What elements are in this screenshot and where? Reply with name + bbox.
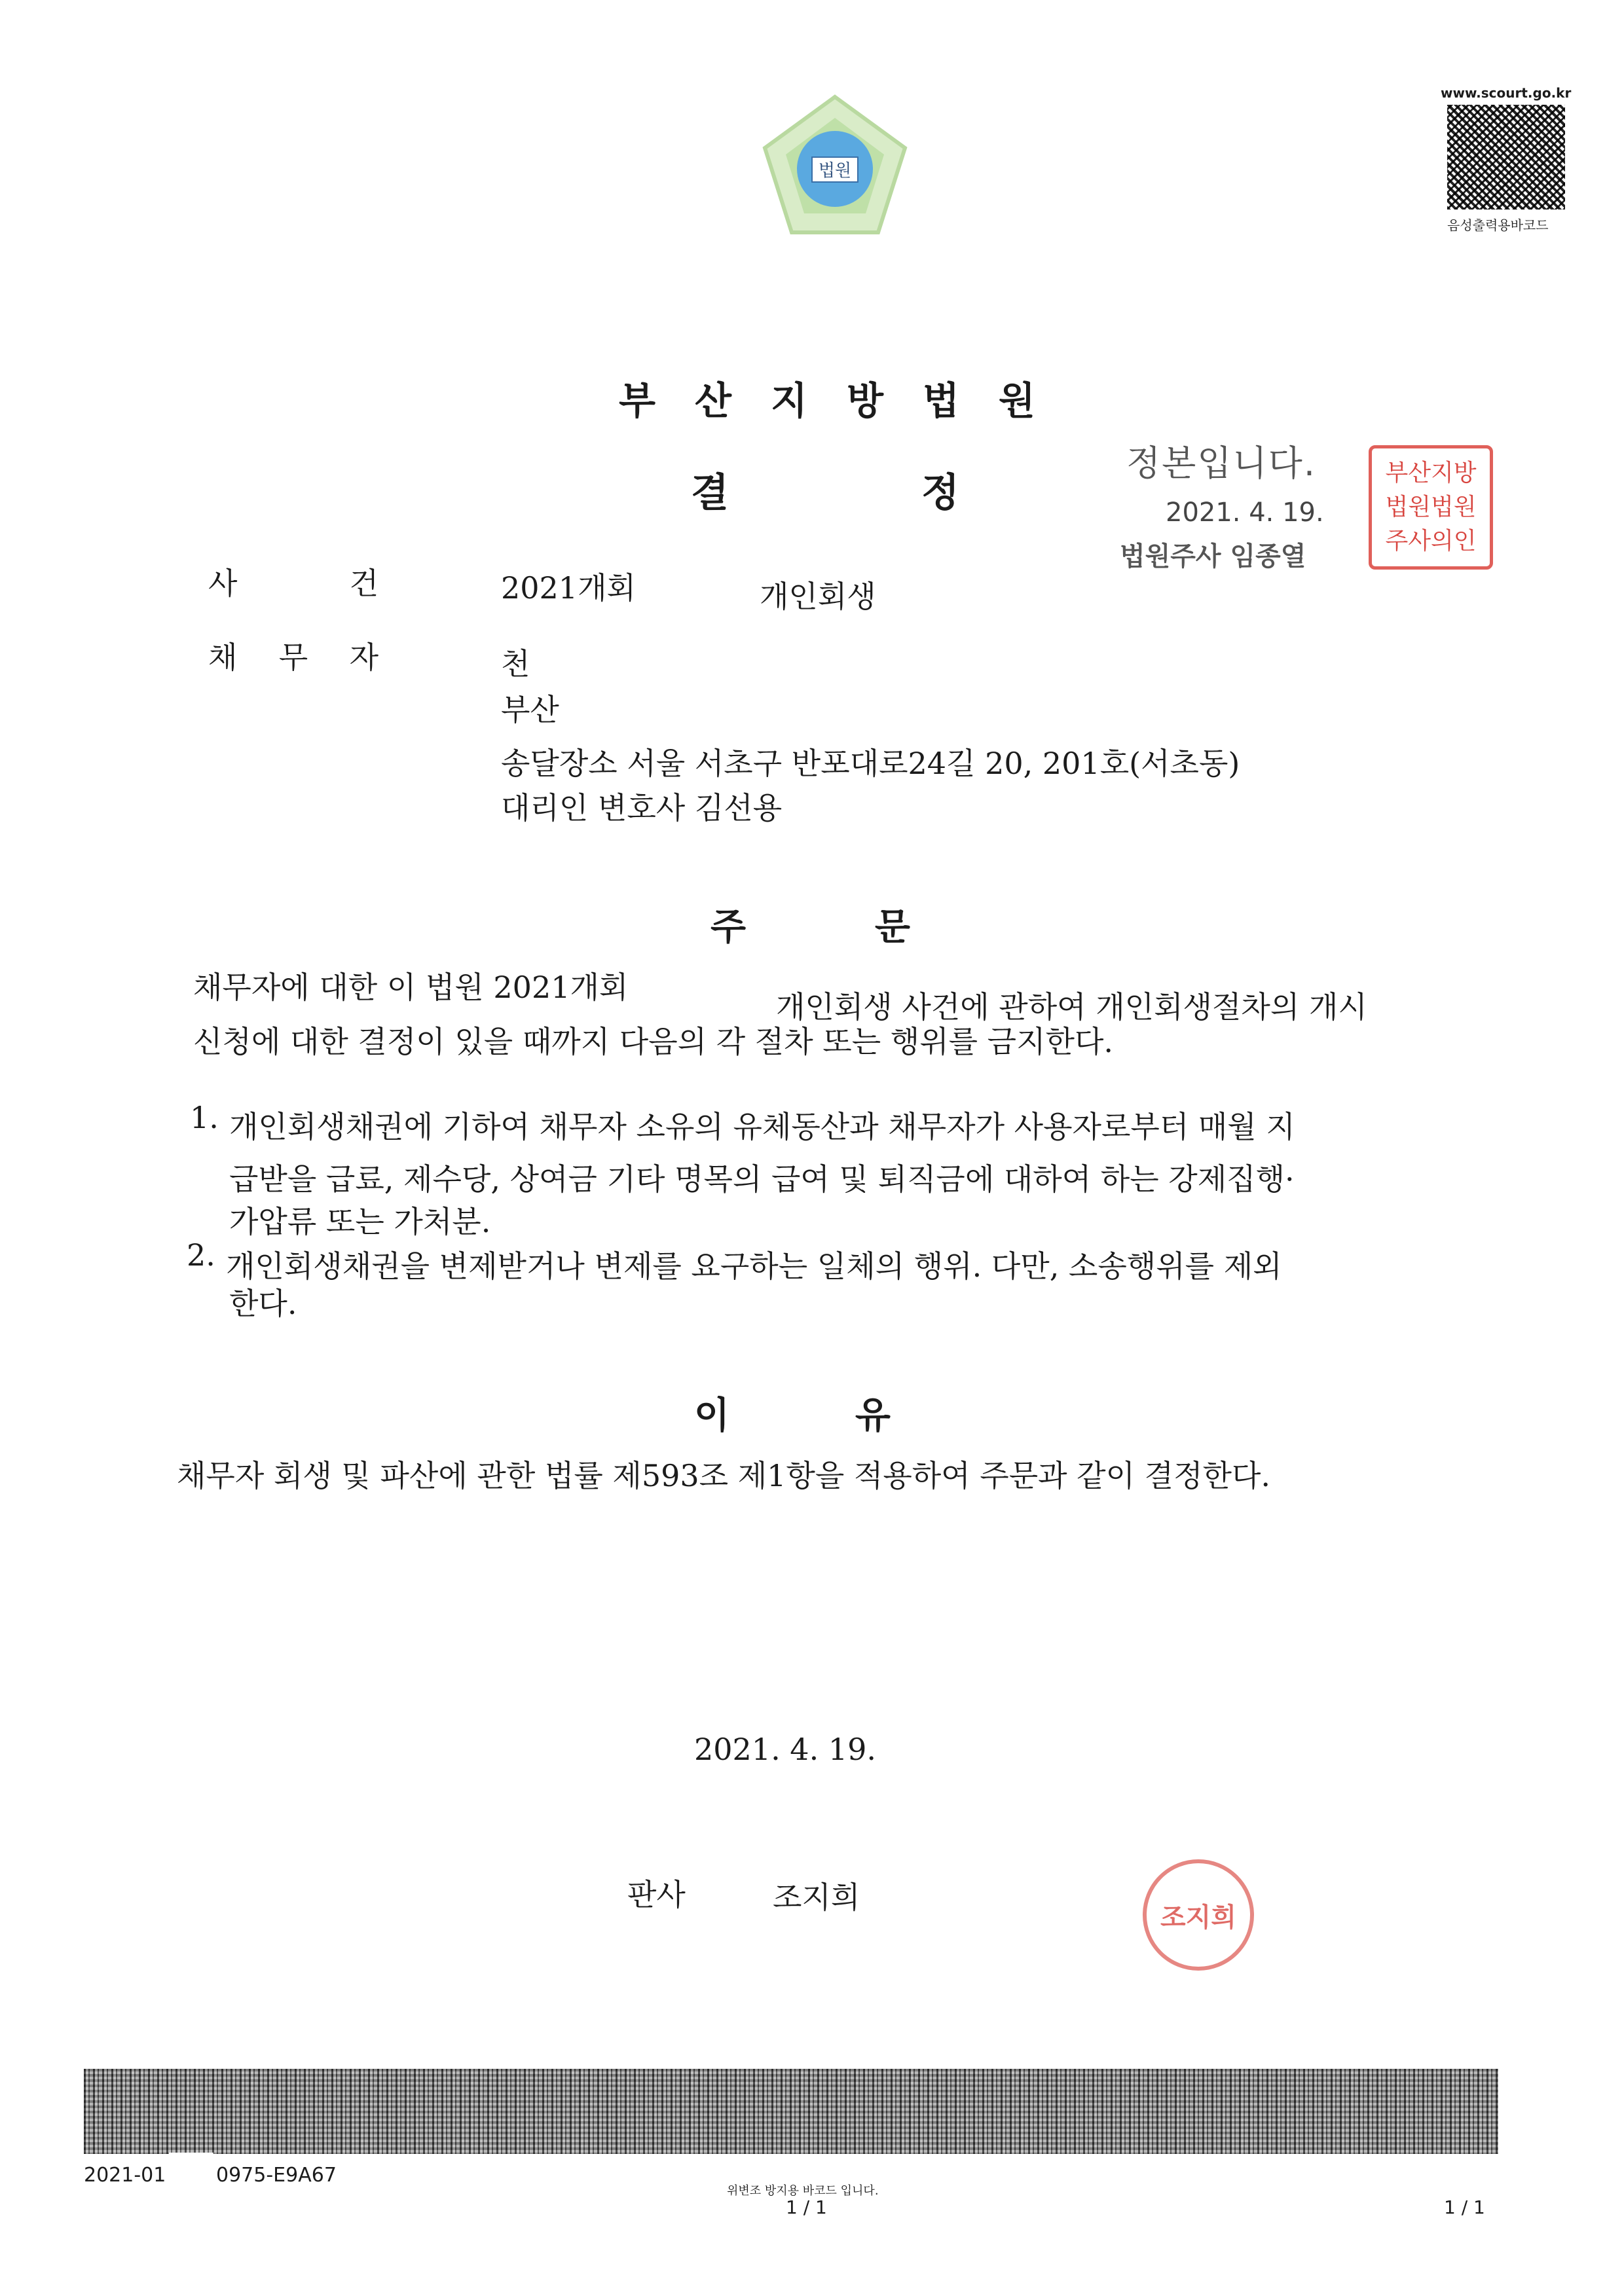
debtor-label (208, 634, 378, 677)
court-name (619, 370, 1038, 425)
emblem-label: 법원 (818, 161, 852, 181)
judge-title: 판사 (627, 1877, 686, 1912)
order-item-number: 1. (190, 1100, 219, 1135)
debtor-address: 부산 (501, 692, 559, 727)
order-item-line: 개인회생채권을 변제받거나 변제를 요구하는 일체의 행위. 다만, 소송행위를 제외 (226, 1248, 1282, 1284)
certification-signer: 법원주사 임종열 (1120, 541, 1306, 572)
court-name-char: 원 (998, 378, 1038, 423)
order-heading-char: 문 (874, 906, 910, 949)
case-label-char: 사 (208, 566, 238, 601)
decision-date: 2021. 4. 19. (694, 1732, 876, 1767)
doc-id-left: 2021-01 (84, 2164, 166, 2187)
court-name-char: 방 (846, 378, 886, 423)
seal-line: 주사의인 (1385, 528, 1477, 555)
title-char: 정 (921, 470, 959, 516)
debtor-label-char: 무 (278, 640, 308, 675)
debtor-name: 천 (501, 646, 530, 682)
case-number: 2021개회 (501, 570, 636, 606)
reason-heading-char: 이 (694, 1394, 730, 1437)
barcode-url: www.scourt.go.kr (1441, 85, 1572, 101)
reason-heading (694, 1387, 891, 1439)
page-number-right: 1 / 1 (1444, 2196, 1485, 2218)
anti-forgery-barcode (84, 2069, 1498, 2154)
court-name-char: 산 (694, 378, 735, 423)
order-heading (710, 898, 910, 951)
order-intro-line1b: 개인회생 사건에 관하여 개인회생절차의 개시 (776, 989, 1367, 1025)
anti-forgery-text: 위변조 방지용 바코드 입니다. (727, 2184, 879, 2198)
seal-line: 법원법원 (1385, 494, 1477, 520)
doc-id-right: 0975-E9A67 (216, 2164, 337, 2187)
reason-text: 채무자 회생 및 파산에 관한 법률 제593조 제1항을 적용하여 주문과 같이 결정한다. (177, 1458, 1271, 1493)
redaction-mark (169, 2153, 213, 2185)
order-heading-char: 주 (710, 906, 747, 949)
judge-seal-text: 조지희 (1160, 1902, 1236, 1933)
order-item-line: 개인회생채권에 기하여 채무자 소유의 유체동산과 채무자가 사용자로부터 매월 지 (229, 1109, 1295, 1144)
debtor-label-char: 채 (208, 640, 238, 675)
judge-seal (1143, 1859, 1254, 1971)
judge-name: 조지희 (773, 1880, 860, 1915)
case-label (208, 560, 378, 603)
debtor-label-char: 자 (349, 640, 378, 675)
certification-date: 2021. 4. 19. (1166, 498, 1324, 528)
order-item-line: 급받을 급료, 제수당, 상여금 기타 명목의 급여 및 퇴직금에 대하여 하는 강제집행· (229, 1161, 1295, 1197)
reason-heading-char: 유 (855, 1394, 891, 1437)
order-intro-line1a: 채무자에 대한 이 법원 2021개회 (193, 970, 629, 1005)
page-number-center: 1 / 1 (786, 2196, 827, 2218)
voice-output-barcode (1447, 105, 1565, 210)
title-char: 결 (691, 470, 729, 516)
order-item-line: 가압류 또는 가처분. (229, 1204, 491, 1239)
court-name-char: 지 (770, 378, 810, 423)
certification-text: 정본입니다. (1126, 443, 1316, 484)
document-title (691, 462, 959, 518)
certification-seal (1369, 445, 1493, 570)
court-emblem (760, 92, 910, 242)
court-name-char: 법 (922, 378, 962, 423)
order-intro-line2: 신청에 대한 결정이 있을 때까지 다음의 각 절차 또는 행위를 금지한다. (193, 1024, 1114, 1059)
court-name-char: 부 (619, 378, 659, 423)
seal-line: 부산지방 (1385, 460, 1477, 486)
order-item-line: 한다. (229, 1286, 297, 1321)
delivery-address: 송달장소 서울 서초구 반포대로24길 20, 201호(서초동) (501, 746, 1240, 781)
barcode-caption: 음성출력용바코드 (1447, 217, 1549, 233)
order-item-number: 2. (187, 1237, 215, 1273)
case-type: 개인회생 (760, 579, 876, 614)
case-label-char: 건 (349, 566, 378, 601)
attorney: 대리인 변호사 김선용 (501, 790, 783, 826)
